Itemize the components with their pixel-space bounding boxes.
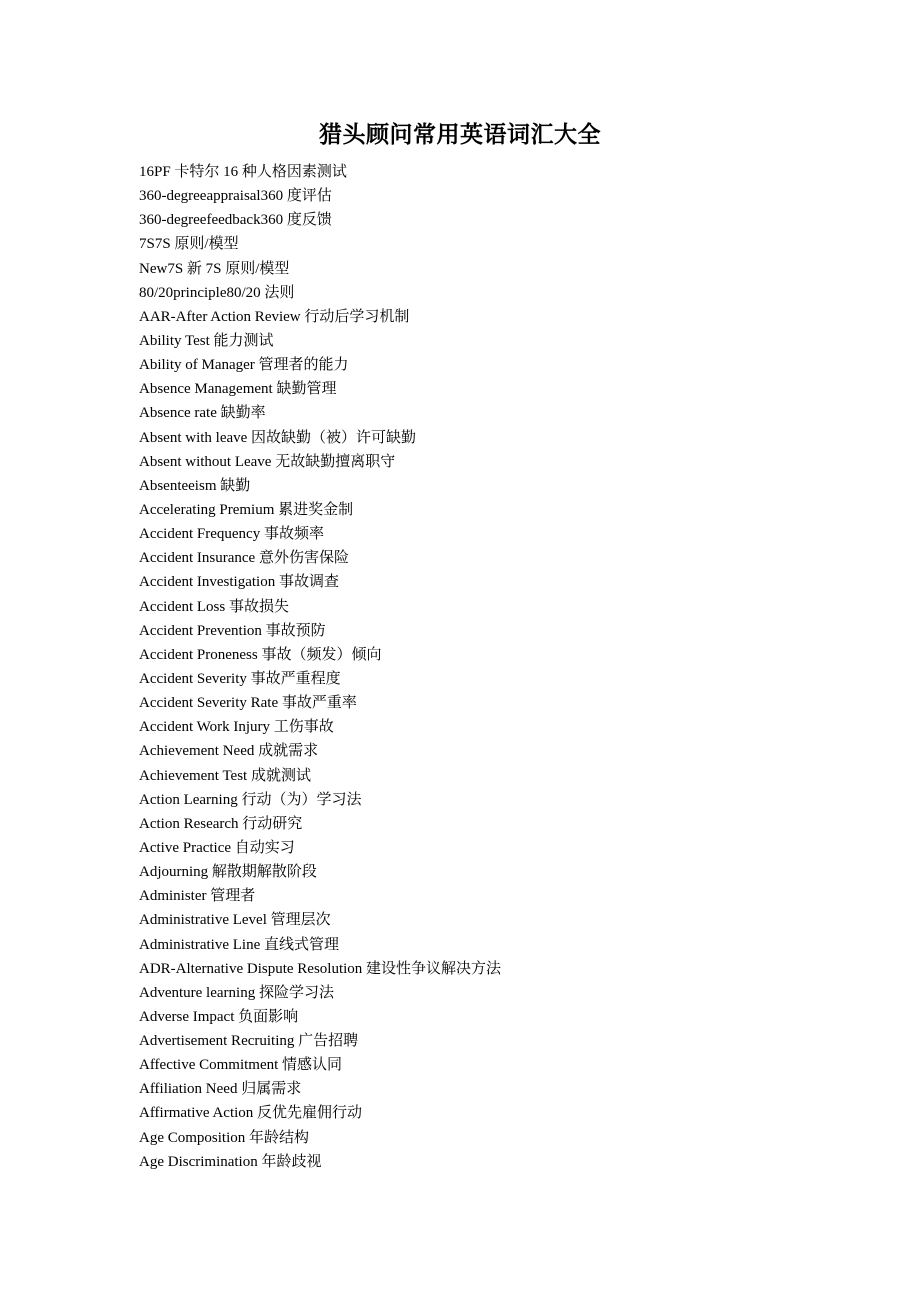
- term-item: 7S7S 原则/模型: [139, 236, 239, 253]
- term-item: Affirmative Action 反优先雇佣行动: [139, 1105, 363, 1122]
- term-item: Accident Insurance 意外伤害保险: [139, 550, 349, 567]
- term-item: Accident Frequency 事故频率: [139, 526, 324, 543]
- term-list: [139, 160, 501, 1174]
- term-item: Accident Prevention 事故预防: [139, 622, 326, 639]
- term-item: Adverse Impact 负面影响: [139, 1008, 299, 1025]
- term-item: ADR-Alternative Dispute Resolution 建设性争议解决方法: [139, 960, 502, 977]
- term-item: Age Composition 年龄结构: [139, 1129, 310, 1146]
- term-item: Accident Investigation 事故调查: [139, 574, 339, 591]
- document-title: 猎头顾问常用英语词汇大全: [319, 122, 601, 147]
- term-item: Accident Work Injury 工伤事故: [139, 719, 334, 736]
- term-item: Ability Test 能力测试: [139, 332, 274, 349]
- term-item: Accelerating Premium 累进奖金制: [139, 501, 354, 518]
- term-item: Achievement Test 成就测试: [139, 767, 311, 784]
- term-item: Absent without Leave 无故缺勤擅离职守: [139, 453, 396, 470]
- term-item: Action Learning 行动（为）学习法: [139, 791, 362, 808]
- term-item: New7S 新 7S 原则/模型: [139, 260, 290, 277]
- term-item: Adventure learning 探险学习法: [139, 984, 334, 1001]
- term-item: 80/20principle80/20 法则: [139, 284, 295, 301]
- term-item: Action Research 行动研究: [139, 815, 303, 832]
- term-item: Absent with leave 因故缺勤（被）许可缺勤: [139, 429, 417, 446]
- term-item: AAR-After Action Review 行动后学习机制: [139, 308, 410, 325]
- term-item: Absence Management 缺勤管理: [139, 381, 337, 398]
- term-item: Accident Severity 事故严重程度: [139, 670, 341, 687]
- term-item: Administrative Line 直线式管理: [139, 936, 339, 953]
- term-item: Administrative Level 管理层次: [139, 912, 331, 929]
- term-item: Accident Severity Rate 事故严重率: [139, 695, 357, 712]
- term-item: Absenteeism 缺勤: [139, 477, 251, 494]
- term-item: Absence rate 缺勤率: [139, 405, 266, 422]
- term-item: Affiliation Need 归属需求: [139, 1081, 302, 1098]
- term-item: 16PF 卡特尔 16 种人格因素测试: [139, 164, 347, 180]
- term-item: 360-degreefeedback360 度反馈: [139, 212, 332, 229]
- term-item: Age Discrimination 年龄歧视: [139, 1153, 322, 1170]
- term-item: Administer 管理者: [139, 888, 256, 905]
- term-item: Accident Proneness 事故（频发）倾向: [139, 646, 382, 663]
- term-item: Achievement Need 成就需求: [139, 743, 319, 760]
- term-item: Active Practice 自动实习: [139, 839, 295, 856]
- term-item: Adjourning 解散期解散阶段: [139, 864, 317, 881]
- term-item: Accident Loss 事故损失: [139, 598, 289, 615]
- term-item: Advertisement Recruiting 广告招聘: [139, 1033, 359, 1050]
- term-item: Affective Commitment 情感认同: [139, 1057, 343, 1074]
- term-item: Ability of Manager 管理者的能力: [139, 357, 349, 374]
- term-item: 360-degreeappraisal360 度评估: [139, 188, 332, 205]
